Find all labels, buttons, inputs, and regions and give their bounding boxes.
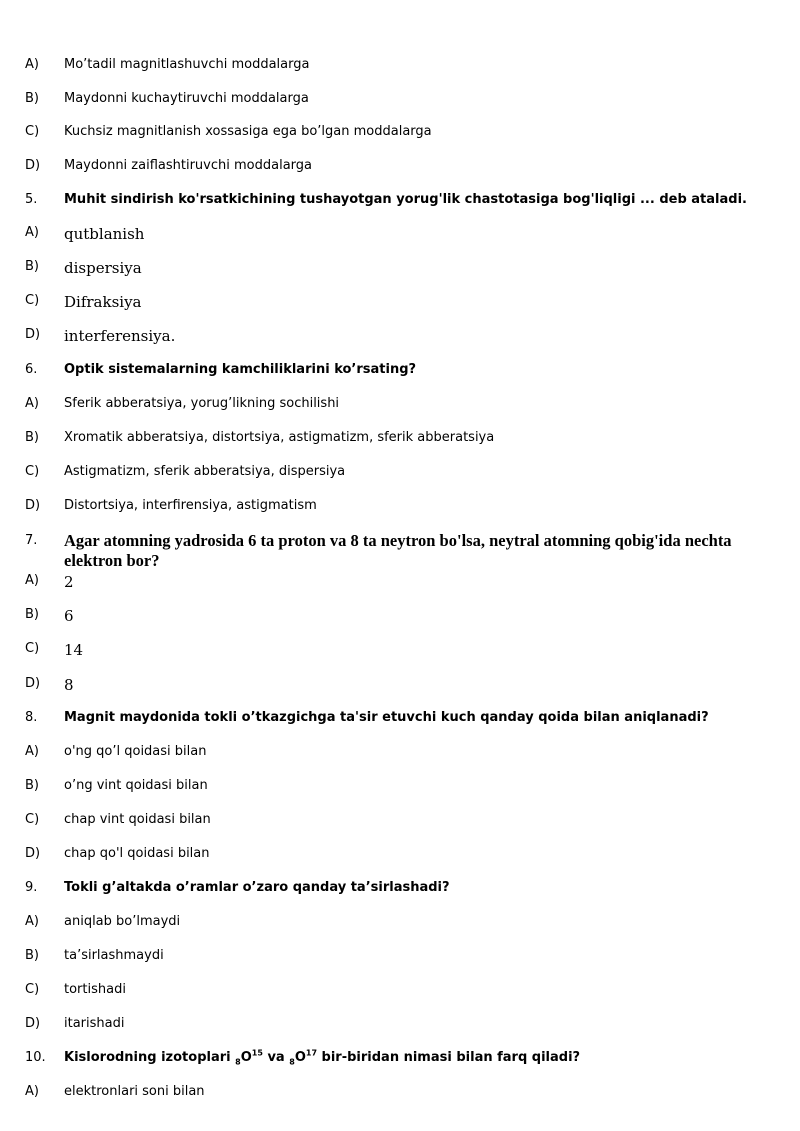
option-text: Maydonni kuchaytiruvchi moddalarga (64, 91, 309, 106)
question-number: 8. (25, 710, 38, 725)
option-label: B) (25, 778, 39, 793)
option-text: 2 (64, 573, 74, 591)
question-text: Muhit sindirish ko'rsatkichining tushayotgan yorug'lik chastotasiga bog'liqligi ... deb ataladi. (64, 192, 747, 207)
question-text: Magnit maydonida tokli o’tkazgichga ta'sir etuvchi kuch qanday qoida bilan aniqlanadi? (64, 710, 709, 725)
option-text: 14 (64, 641, 84, 659)
option-label: B) (25, 259, 39, 274)
option-text: 6 (64, 607, 74, 625)
option-label: A) (25, 225, 39, 240)
option-text: o'ng qo’l qoidasi bilan (64, 744, 207, 759)
question-number: 5. (25, 192, 38, 207)
option-label: C) (25, 641, 40, 656)
isotope-element: O (294, 1050, 306, 1065)
option-label: D) (25, 158, 41, 173)
question-text-part: va (262, 1050, 290, 1065)
option-label: C) (25, 464, 40, 479)
question-text-part: Kislorodning izotoplari (64, 1050, 236, 1065)
question-number: 6. (25, 362, 38, 377)
option-label: A) (25, 914, 39, 929)
option-text: aniqlab bo’lmaydi (64, 914, 181, 929)
option-text: ta’sirlashmaydi (64, 948, 164, 963)
isotope-mass-number: 15 (251, 1048, 263, 1058)
option-text: o’ng vint qoidasi bilan (64, 778, 208, 793)
option-text: chap vint qoidasi bilan (64, 812, 211, 827)
option-label: D) (25, 846, 41, 861)
option-text: itarishadi (64, 1016, 125, 1031)
option-label: D) (25, 498, 41, 513)
option-label: D) (25, 1016, 41, 1031)
option-label: D) (25, 327, 41, 342)
option-label: C) (25, 812, 40, 827)
question-text: Optik sistemalarning kamchiliklarini ko’rsating? (64, 362, 417, 377)
question-number: 9. (25, 880, 38, 895)
option-text: Astigmatizm, sferik abberatsiya, dispersiya (64, 464, 346, 479)
option-label: D) (25, 676, 41, 691)
question-number: 7. (25, 533, 38, 548)
option-label: C) (25, 982, 40, 997)
option-text: Difraksiya (64, 293, 142, 311)
option-label: A) (25, 396, 39, 411)
question-text (64, 1050, 764, 1066)
option-text: Mo’tadil magnitlashuvchi moddalarga (64, 57, 310, 72)
option-text: 8 (64, 676, 74, 694)
isotope-element: O (240, 1050, 252, 1065)
option-label: B) (25, 430, 39, 445)
question-text-part: bir-biridan nimasi bilan farq qiladi? (317, 1050, 581, 1065)
option-text: Maydonni zaiflashtiruvchi moddalarga (64, 158, 312, 173)
isotope-atomic-number: 8 (235, 1057, 241, 1067)
option-label: A) (25, 744, 39, 759)
option-text: chap qo'l qoidasi bilan (64, 846, 210, 861)
option-label: B) (25, 91, 39, 106)
isotope-atomic-number: 8 (289, 1057, 295, 1067)
question-number: 10. (25, 1050, 46, 1065)
option-text: Kuchsiz magnitlanish xossasiga ega bo’lgan moddalarga (64, 124, 432, 139)
option-label: B) (25, 948, 39, 963)
option-text: Distortsiya, interfirensiya, astigmatism (64, 498, 317, 513)
option-label: A) (25, 1084, 39, 1099)
option-label: A) (25, 573, 39, 588)
question-text: Tokli g’altakda o’ramlar o’zaro qanday ta’sirlashadi? (64, 880, 450, 895)
option-label: A) (25, 57, 39, 72)
option-label: C) (25, 124, 40, 139)
option-text: dispersiya (64, 259, 142, 277)
option-text: Xromatik abberatsiya, distortsiya, astigmatizm, sferik abberatsiya (64, 430, 495, 445)
question-text: Agar atomning yadrosida 6 ta proton va 8 ta neytron bo'lsa, neytral atomning qobig'ida nechta elektron bor? (64, 531, 732, 570)
option-text: qutblanish (64, 225, 145, 243)
option-text: tortishadi (64, 982, 126, 997)
option-label: B) (25, 607, 39, 622)
option-text: Sferik abberatsiya, yorug’likning sochilishi (64, 396, 340, 411)
option-text: elektronlari soni bilan (64, 1084, 205, 1099)
option-text: interferensiya. (64, 327, 176, 345)
option-label: C) (25, 293, 40, 308)
isotope-mass-number: 17 (305, 1048, 318, 1058)
